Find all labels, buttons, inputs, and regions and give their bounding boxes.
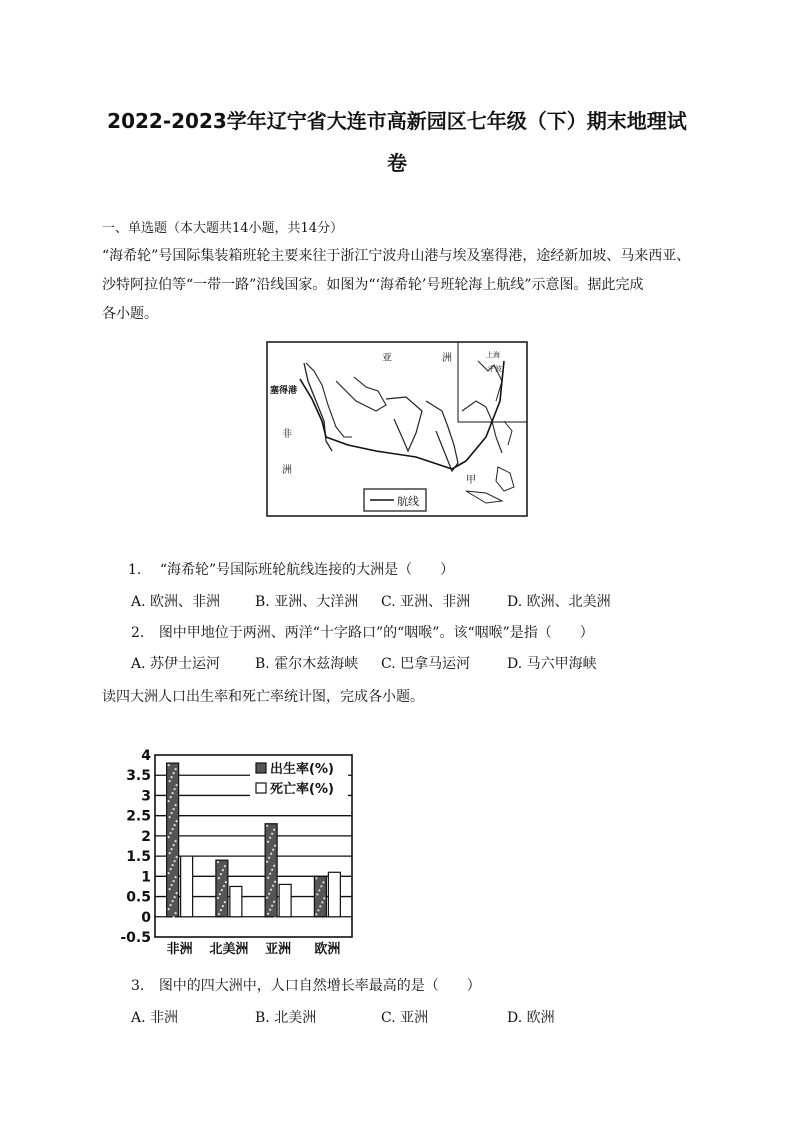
bar-texture	[319, 905, 321, 907]
question-1-options	[131, 591, 731, 611]
question-2	[131, 622, 594, 642]
bar-death-rate	[230, 886, 242, 916]
bar-texture	[320, 885, 322, 887]
bar-texture	[317, 909, 319, 911]
bar-texture	[269, 837, 271, 839]
bar-texture	[218, 913, 220, 915]
bar-texture	[221, 889, 223, 891]
y-tick-label: 3	[141, 788, 151, 805]
map-label-asia-2: 洲	[442, 353, 452, 364]
y-tick-label: 2	[141, 828, 151, 845]
question-2-options	[131, 653, 731, 673]
bar-texture	[223, 885, 225, 887]
map-label-shanghai: 上海	[486, 351, 500, 359]
bar-texture	[170, 904, 172, 906]
bar-texture	[175, 804, 177, 806]
bar-texture	[171, 776, 173, 778]
bar-birth-rate	[216, 860, 228, 917]
y-tick-label: 0	[141, 909, 151, 926]
bar-texture	[274, 845, 276, 847]
bar-texture	[170, 868, 172, 870]
bar-texture	[272, 885, 274, 887]
bar-texture	[274, 881, 276, 883]
bar-texture	[169, 816, 171, 818]
bar-texture	[172, 864, 174, 866]
bar-texture	[318, 889, 320, 891]
bar-texture	[224, 901, 226, 903]
bar-texture	[322, 881, 324, 883]
q1-option-c[interactable]: C. 亚洲、非洲	[381, 594, 471, 610]
bar-texture	[168, 908, 170, 910]
bar-texture	[271, 905, 273, 907]
bar-texture	[173, 808, 175, 810]
bar-texture	[267, 877, 269, 879]
q2-option-d[interactable]: D. 马六甲海峡	[507, 656, 597, 672]
bar-texture	[173, 844, 175, 846]
bar-texture	[169, 852, 171, 854]
bar-texture	[170, 796, 172, 798]
bar-texture	[171, 812, 173, 814]
bar-texture	[172, 828, 174, 830]
bar-texture	[323, 897, 325, 899]
q1-option-b[interactable]: B. 亚洲、大洋洲	[255, 594, 359, 610]
y-tick-label: 0.5	[126, 889, 151, 906]
map-label-ningbo: 宁波	[488, 365, 502, 373]
map-label-africa-1: 非	[282, 429, 292, 440]
bar-texture	[268, 893, 270, 895]
bar-texture	[175, 876, 177, 878]
q3-option-c[interactable]: C. 亚洲	[381, 1010, 429, 1026]
y-tick-label: 1	[141, 869, 151, 886]
legend-label: 死亡率(%)	[270, 782, 334, 797]
bar-texture	[218, 877, 220, 879]
question-3-number: 3.	[131, 978, 145, 994]
q3-option-b[interactable]: B. 北美洲	[255, 1010, 317, 1026]
exam-title	[60, 100, 734, 184]
bar-birth-rate	[314, 876, 326, 916]
bar-death-rate	[279, 884, 291, 916]
bar-texture	[267, 841, 269, 843]
question-3	[131, 975, 481, 995]
bar-texture	[273, 901, 275, 903]
bar-texture	[222, 905, 224, 907]
question-3-options	[131, 1007, 731, 1027]
q2-option-b[interactable]: B. 霍尔木兹海峡	[255, 656, 359, 672]
bar-death-rate	[181, 856, 193, 917]
bar-texture	[316, 893, 318, 895]
map-label-asia: 亚	[382, 353, 392, 364]
title-line-2: 卷	[387, 151, 407, 175]
bar-texture	[171, 848, 173, 850]
bar-texture	[225, 881, 227, 883]
bar-texture	[271, 869, 273, 871]
bar-texture	[168, 800, 170, 802]
legend-swatch	[256, 763, 266, 773]
y-tick-label: 2.5	[126, 808, 151, 825]
category-label: 非洲	[166, 942, 193, 957]
bar-texture	[225, 917, 227, 919]
bar-texture	[270, 853, 272, 855]
bar-texture	[322, 917, 324, 919]
bar-texture	[176, 784, 178, 786]
bar-texture	[266, 825, 268, 827]
legend-label: 出生率(%)	[270, 762, 334, 777]
bar-texture	[220, 873, 222, 875]
q3-option-a[interactable]: A. 非洲	[131, 1010, 179, 1026]
y-tick-label: -0.5	[120, 930, 151, 946]
route-map	[266, 341, 528, 521]
y-tick-label: 1.5	[126, 849, 151, 866]
bar-texture	[270, 889, 272, 891]
question-1-number: 1.	[128, 562, 142, 578]
chart-svg	[100, 745, 360, 960]
q1-option-a[interactable]: A. 欧洲、非洲	[131, 594, 221, 610]
legend-swatch	[256, 783, 266, 793]
bar-texture	[315, 913, 317, 915]
bar-texture	[269, 873, 271, 875]
bar-texture	[219, 893, 221, 895]
bar-texture	[175, 768, 177, 770]
bar-texture	[172, 792, 174, 794]
q1-option-d[interactable]: D. 欧洲、北美洲	[507, 594, 611, 610]
question-1	[128, 559, 454, 579]
category-label: 北美洲	[209, 942, 249, 957]
bar-texture	[268, 857, 270, 859]
bar-texture	[217, 897, 219, 899]
passage-2: 读四大洲人口出生率和死亡率统计图，完成各小题。	[102, 689, 424, 705]
bar-texture	[174, 860, 176, 862]
bar-texture	[169, 780, 171, 782]
bar-texture	[168, 872, 170, 874]
y-tick-label: 4	[141, 748, 151, 764]
q2-option-a[interactable]: A. 苏伊士运河	[131, 656, 221, 672]
bar-texture	[173, 880, 175, 882]
bar-texture	[168, 764, 170, 766]
bar-texture	[274, 917, 276, 919]
passage-1	[102, 242, 702, 329]
passage-1-line-1: “海希轮”号国际集装箱班轮主要来往于浙江宁波舟山港与埃及塞得港，途经新加坡、马来西亚、	[102, 248, 691, 264]
map-label-africa-2: 洲	[282, 465, 292, 476]
bar-texture	[174, 896, 176, 898]
question-2-text: 图中甲地位于两洲、两洋“十字路口”的“咽喉”。该“咽喉”是指（ ）	[158, 625, 594, 641]
bar-texture	[174, 788, 176, 790]
q2-option-c[interactable]: C. 巴拿马运河	[381, 656, 471, 672]
map-label-saide: 塞得港	[270, 386, 298, 396]
title-line-1: 2022-2023学年辽宁省大连市高新园区七年级（下）期末地理试	[107, 109, 687, 133]
bar-texture	[172, 900, 174, 902]
bar-texture	[222, 869, 224, 871]
bar-texture	[321, 901, 323, 903]
q3-option-d[interactable]: D. 欧洲	[507, 1010, 555, 1026]
bar-texture	[174, 824, 176, 826]
bar-texture	[171, 884, 173, 886]
bar-texture	[224, 865, 226, 867]
bar-texture	[315, 877, 317, 879]
bar-texture	[170, 832, 172, 834]
question-1-text: “海希轮”号国际班轮航线连接的大洲是（ ）	[159, 562, 455, 578]
bar-death-rate	[328, 872, 340, 916]
question-2-number: 2.	[131, 625, 145, 641]
bar-texture	[266, 861, 268, 863]
bar-texture	[168, 836, 170, 838]
bar-texture	[273, 829, 275, 831]
bar-texture	[175, 840, 177, 842]
bar-texture	[217, 861, 219, 863]
bar-texture	[169, 888, 171, 890]
category-label: 亚洲	[265, 942, 292, 957]
map-legend-label: 航线	[397, 495, 419, 508]
passage-1-line-2: 沙特阿拉伯等“一带一路”沿线国家。如图为“‘海希轮’号班轮海上航线”示意图。据此完成	[102, 277, 644, 293]
population-chart	[100, 745, 360, 964]
bar-texture	[273, 865, 275, 867]
bar-texture	[266, 897, 268, 899]
bar-texture	[173, 772, 175, 774]
bar-texture	[176, 892, 178, 894]
bar-texture	[176, 820, 178, 822]
bar-texture	[267, 913, 269, 915]
bar-texture	[173, 916, 175, 918]
bar-texture	[271, 833, 273, 835]
bar-texture	[269, 909, 271, 911]
category-label: 欧洲	[314, 942, 341, 957]
bar-texture	[175, 912, 177, 914]
y-tick-label: 3.5	[126, 768, 151, 785]
passage-1-line-3: 各小题。	[102, 306, 158, 322]
bar-texture	[272, 849, 274, 851]
bar-texture	[176, 856, 178, 858]
question-3-text: 图中的四大洲中，人口自然增长率最高的是（ ）	[158, 978, 481, 994]
map-label-jia: 甲	[466, 475, 476, 486]
bar-texture	[220, 909, 222, 911]
section-header: 一、单选题（本大题共14小题，共14分）	[102, 221, 344, 236]
